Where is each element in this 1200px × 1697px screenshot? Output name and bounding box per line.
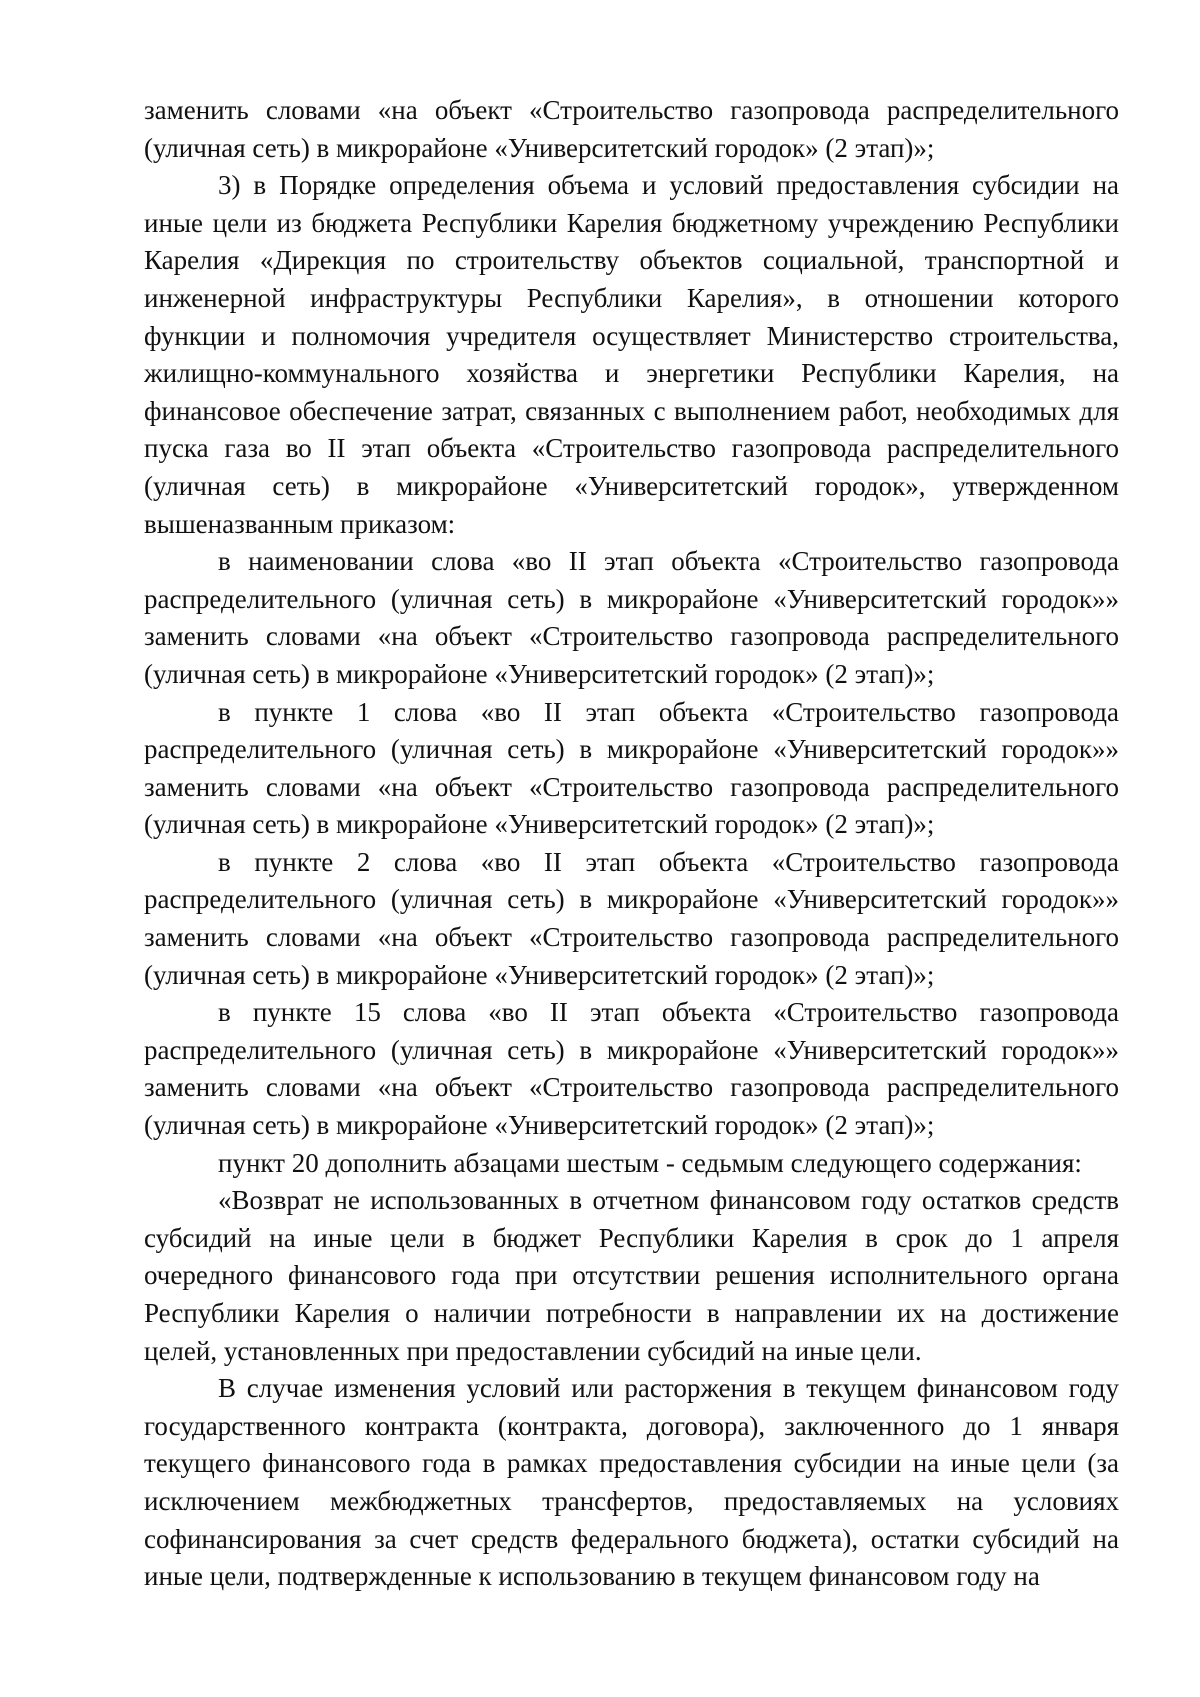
paragraph-3: в наименовании слова «во II этап объекта «Строительство газопровода распределительного (уличная сеть) в микрорайоне «Университетский городок»» заменить словами «на объект «Строительство газопровода распределительного (уличная сеть) в микрорайоне «Университетский городок» (2 этап)»; [144, 546, 1119, 689]
paragraph-2: 3) в Порядке определения объема и условий предоставления субсидии на иные цели из бюджета Республики Карелия бюджетному учреждению Республики Карелия «Дирекция по строительству объектов социальной, транспортной и инженерной инфраструктуры Республики Карелия», в отношении которого функции и полномочия учредителя осуществляет Министерство строительства, жилищно-коммунального хозяйства и энергетики Республики Карелия, на финансовое обеспечение затрат, связанных с выполнением работ, необходимых для пуска газа во II этап объекта «Строительство газопровода распределительного (уличная сеть) в микрорайоне «Университетский городок», утвержденном вышеназванным приказом: [144, 170, 1119, 539]
paragraph-1: заменить словами «на объект «Строительство газопровода распределительного (уличная сеть) в микрорайоне «Университетский городок» (2 этап)»; [144, 95, 1119, 163]
paragraph-6: в пункте 15 слова «во II этап объекта «Строительство газопровода распределительного (уличная сеть) в микрорайоне «Университетский городок»» заменить словами «на объект «Строительство газопровода распределительного (уличная сеть) в микрорайоне «Университетский городок» (2 этап)»; [144, 997, 1119, 1141]
paragraph-5: в пункте 2 слова «во II этап объекта «Строительство газопровода распределительного (уличная сеть) в микрорайоне «Университетский городок»» заменить словами «на объект «Строительство газопровода распределительного (уличная сеть) в микрорайоне «Университетский городок» (2 этап)»; [144, 846, 1119, 990]
paragraph-4: в пункте 1 слова «во II этап объекта «Строительство газопровода распределительного (уличная сеть) в микрорайоне «Университетский городок»» заменить словами «на объект «Строительство газопровода распределительного (уличная сеть) в микрорайоне «Университетский городок» (2 этап)»; [144, 696, 1119, 840]
paragraph-9: В случае изменения условий или расторжения в текущем финансовом году государственного контракта (контракта, договора), заключенного до 1 января текущего финансового года в рамках предоставления субсидии на иные цели (за исключением межбюджетных трансфертов, предоставляемых на условиях софинансирования за счет средств федерального бюджета), остатки субсидий на иные цели, подтвержденные к использованию в текущем финансовом году на [144, 1373, 1119, 1592]
document-body [144, 92, 1119, 1596]
paragraph-7: пункт 20 дополнить абзацами шестым - седьмым следующего содержания: [218, 1147, 1082, 1178]
paragraph-8: «Возврат не использованных в отчетном финансовом году остатков средств субсидий на иные цели в бюджет Республики Карелия в срок до 1 апреля очередного финансового года при отсутствии решения исполнительного органа Республики Карелия о наличии потребности в направлении их на достижение целей, установленных при предоставлении субсидий на иные цели. [144, 1185, 1119, 1366]
